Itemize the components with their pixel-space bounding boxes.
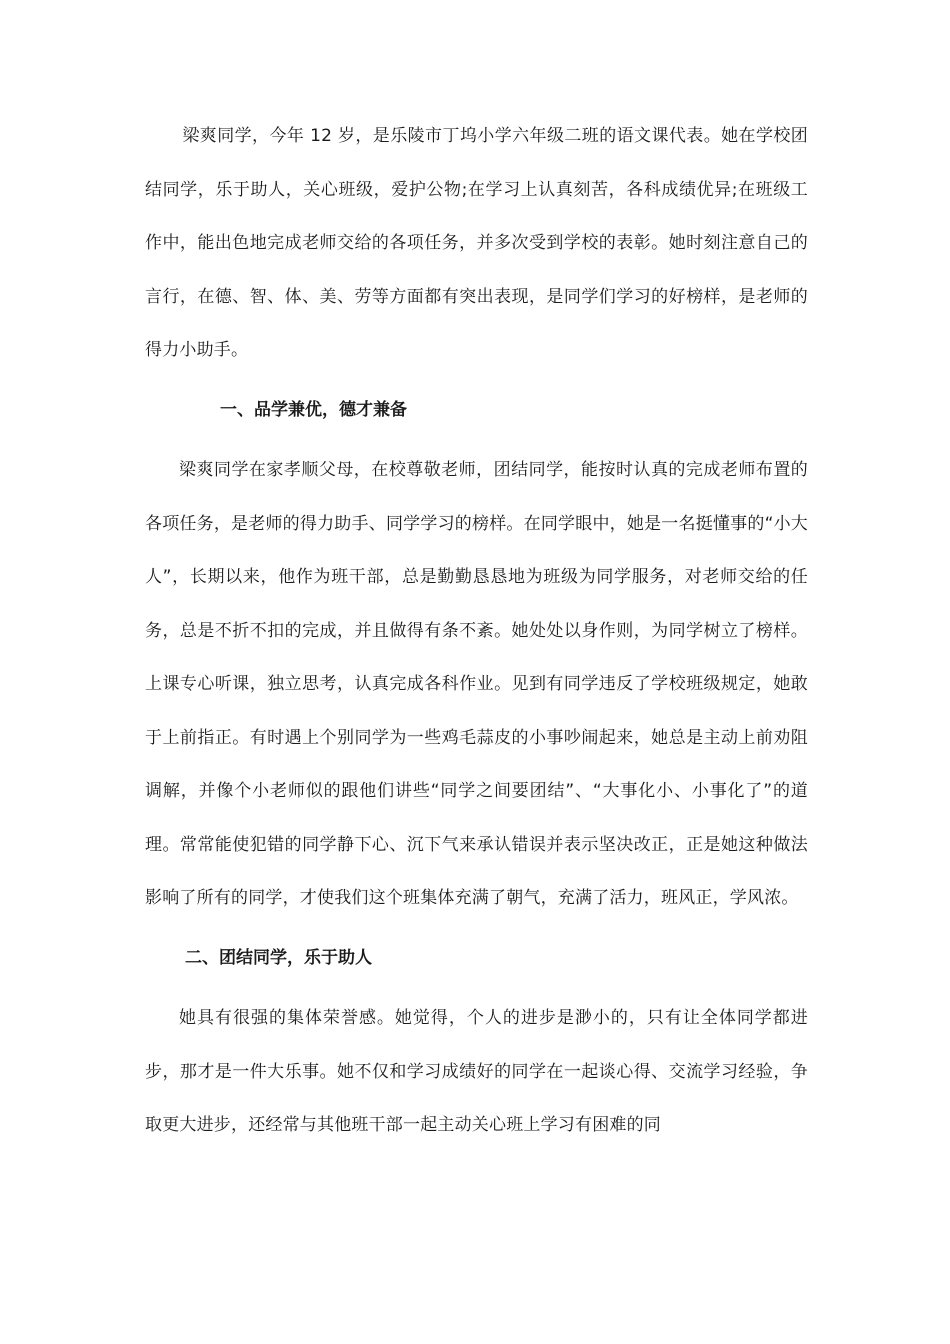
section-1-heading: 一、品学兼优，德才兼备 — [220, 399, 407, 420]
section-1-paragraph: 梁爽同学在家孝顺父母，在校尊敬老师，团结同学，能按时认真的完成老师布置的各项任务，是老师的得力助手、同学学习的榜样。在同学眼中，她是一名挺懂事的“小大人”，长期以来，他作为班干部，总是勤勤恳恳地为班级为同学服务，对老师交给的任务，总是不折不扣的完成，并且做得有条不紊。她处处以身作则，为同学树立了榜样。上课专心听课，独立思考，认真完成各科作业。见到有同学违反了学校班级规定，她敢于上前指正。有时遇上个别同学为一些鸡毛蒜皮的小事吵闹起来，她总是主动上前劝阻调解，并像个小老师似的跟他们讲些“同学之间要团结”、“大事化小、小事化了”的道理。常常能使犯错的同学静下心、沉下气来承认错误并表示坚决改正，正是她这种做法影响了所有的同学，才使我们这个班集体充满了朝气，充满了活力，班风正，学风浓。 — [145, 460, 808, 908]
section-2-heading: 二、团结同学，乐于助人 — [185, 947, 372, 968]
document-body — [145, 110, 808, 1153]
intro-paragraph: 梁爽同学，今年 12 岁，是乐陵市丁坞小学六年级二班的语文课代表。她在学校团结同学，乐于助人，关心班级，爱护公物;在学习上认真刻苦，各科成绩优异;在班级工作中，能出色地完成老师交给的各项任务，并多次受到学校的表彰。她时刻注意自己的言行，在德、智、体、美、劳等方面都有突出表现，是同学们学习的好榜样，是老师的得力小助手。 — [145, 126, 808, 360]
section-2-paragraph: 她具有很强的集体荣誉感。她觉得，个人的进步是渺小的，只有让全体同学都进步，那才是一件大乐事。她不仅和学习成绩好的同学在一起谈心得、交流学习经验，争取更大进步，还经常与其他班干部一起主动关心班上学习有困难的同 — [145, 1008, 808, 1135]
